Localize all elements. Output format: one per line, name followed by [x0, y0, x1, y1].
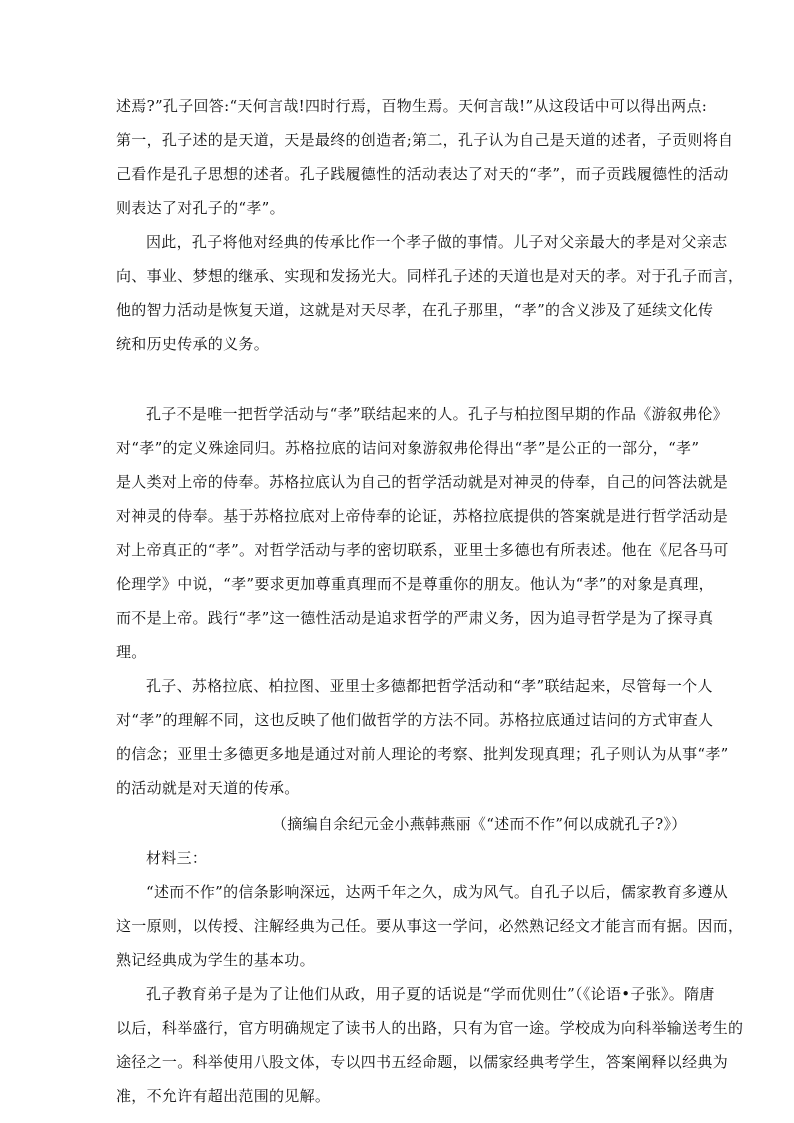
text-line-5: 因此，孔子将他对经典的传承比作一个孝子做的事情。儿子对父亲最大的孝是对父亲志	[146, 233, 728, 251]
text-line-23: “述而不作”的信条影响深远，达两千年之久，成为风气。自孔子以后，儒家教育多遵从	[146, 883, 729, 901]
text-line-12: 对神灵的侍奉。基于苏格拉底对上帝侍奉的论证，苏格拉底提供的答案就是进行哲学活动是	[116, 507, 729, 525]
text-line-10: 对“孝”的定义殊途同归。苏格拉底的诘问对象游叙弗伦得出“孝”是公正的一部分，“孝”	[116, 439, 700, 457]
text-line-27: 以后，科举盛行，官方明确规定了读书人的出路，只有为官一途。学校成为向科举输送考生的	[116, 1019, 744, 1037]
text-line-18: 对“孝”的理解不同，这也反映了他们做哲学的方法不同。苏格拉底通过诘问的方式审查人	[116, 711, 714, 729]
text-line-2: 第一，孔子述的是天道，天是最终的创造者;第二，孔子认为自己是天道的述者，子贡则将自	[116, 131, 734, 149]
text-line-4: 则表达了对孔子的“孝”。	[116, 199, 285, 217]
text-line-13: 对上帝真正的“孝”。对哲学活动与孝的密切联系，亚里士多德也有所表述。他在《尼各马可	[116, 541, 729, 559]
text-line-11: 是人类对上帝的侍奉。苏格拉底认为自己的哲学活动就是对神灵的侍奉，自己的问答法就是	[116, 473, 729, 491]
text-line-16: 理。	[116, 643, 147, 661]
text-line-15: 而不是上帝。践行“孝”这一德性活动是追求哲学的严肃义务，因为追寻哲学是为了探寻真	[116, 609, 714, 627]
section-heading: 材料三：	[146, 849, 208, 867]
text-line-20: 的活动就是对天道的传承。	[116, 779, 300, 797]
text-line-25: 熟记经典成为学生的基本功。	[116, 951, 315, 969]
text-line-19: 的信念；亚里士多德更多地是通过对前人理论的考察、批判发现真理；孔子则认为从事“孝”	[116, 745, 729, 763]
text-line-14: 伦理学》中说，“孝”要求更加尊重真理而不是尊重你的朋友。他认为“孝”的对象是真理，	[116, 575, 714, 593]
text-line-6: 向、事业、梦想的继承、实现和发扬光大。同样孔子述的天道也是对天的孝。对于孔子而言，	[116, 267, 744, 285]
text-line-7: 他的智力活动是恢复天道，这就是对天尽孝，在孔子那里，“孝”的含义涉及了延续文化传	[116, 301, 714, 319]
source-citation: （摘编自余纪元金小燕韩燕丽《“述而不作”何以成就孔子?》）	[272, 815, 687, 833]
text-line-9: 孔子不是唯一把哲学活动与“孝”联结起来的人。孔子与柏拉图早期的作品《游叙弗伦》	[146, 405, 729, 423]
text-line-1: 述焉?”孔子回答:“天何言哉!四时行焉，百物生焉。天何言哉!”从这段话中可以得出两点:	[116, 97, 708, 115]
text-line-17: 孔子、苏格拉底、柏拉图、亚里士多德都把哲学活动和“孝”联结起来，尽管每一个人	[146, 677, 713, 695]
text-line-3: 己看作是孔子思想的述者。孔子践履德性的活动表达了对天的“孝”，而子贡践履德性的活动	[116, 165, 729, 183]
text-line-26: 孔子教育弟子是为了让他们从政，用子夏的话说是“学而优则仕”（《论语•子张》。隋唐	[146, 985, 715, 1003]
text-line-29: 准，不允许有超出范围的见解。	[116, 1087, 331, 1105]
text-line-8: 统和历史传承的义务。	[116, 335, 270, 353]
text-line-24: 这一原则，以传授、注解经典为己任。要从事这一学问，必然熟记经文才能言而有据。因而，	[116, 917, 744, 935]
text-line-28: 途径之一。科举使用八股文体，专以四书五经命题，以儒家经典考学生，答案阐释以经典为	[116, 1053, 729, 1071]
